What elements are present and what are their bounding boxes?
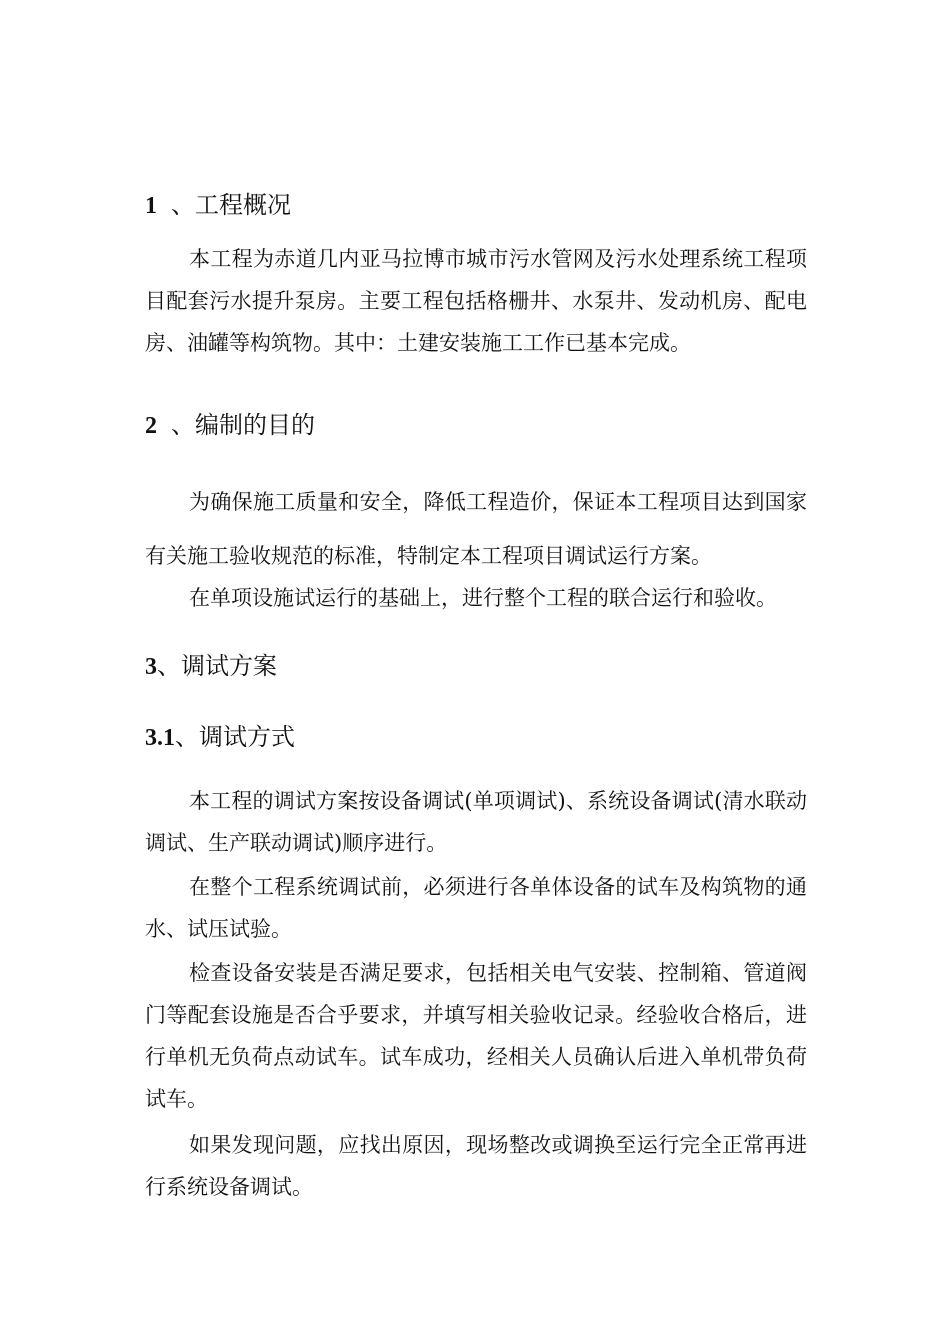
section-number: 1 xyxy=(145,193,157,219)
section-heading-2 xyxy=(145,410,315,441)
section-title: 、编制的目的 xyxy=(171,411,315,439)
section-title: 、调试方式 xyxy=(175,723,295,751)
paragraph: 本工程的调试方案按设备调试(单项调试)、系统设备调试(清水联动调试、生产联动调试)顺序进行。 xyxy=(145,789,807,855)
paragraph: 在整个工程系统调试前，必须进行各单体设备的试车及构筑物的通水、试压试验。 xyxy=(145,875,807,941)
section-number: 3.1 xyxy=(145,725,175,751)
section-title: 、调试方案 xyxy=(157,652,277,680)
section-number: 2 xyxy=(145,413,157,439)
paragraph: 本工程为赤道几内亚马拉博市城市污水管网及污水处理系统工程项目配套污水提升泵房。主要工程包括格栅井、水泵井、发动机房、配电房、油罐等构筑物。其中：土建安装施工工作已基本完成。 xyxy=(145,247,807,355)
paragraph: 在单项设施试运行的基础上，进行整个工程的联合运行和验收。 xyxy=(189,586,777,610)
paragraph: 如果发现问题，应找出原因，现场整改或调换至运行完全正常再进行系统设备调试。 xyxy=(145,1133,807,1199)
paragraph: 为确保施工质量和安全，降低工程造价，保证本工程项目达到国家有关施工验收规范的标准，特制定本工程项目调试运行方案。 xyxy=(145,490,807,568)
section-number: 3 xyxy=(145,654,157,680)
section-heading-3 xyxy=(145,651,277,682)
section-title: 、工程概况 xyxy=(171,191,291,219)
section-heading-1 xyxy=(145,190,291,221)
paragraph: 检查设备安装是否满足要求，包括相关电气安装、控制箱、管道阀门等配套设施是否合乎要求，并填写相关验收记录。经验收合格后，进行单机无负荷点动试车。试车成功，经相关人员确认后进入单机带负荷试车。 xyxy=(145,961,807,1111)
section-heading-3-1 xyxy=(145,722,295,753)
